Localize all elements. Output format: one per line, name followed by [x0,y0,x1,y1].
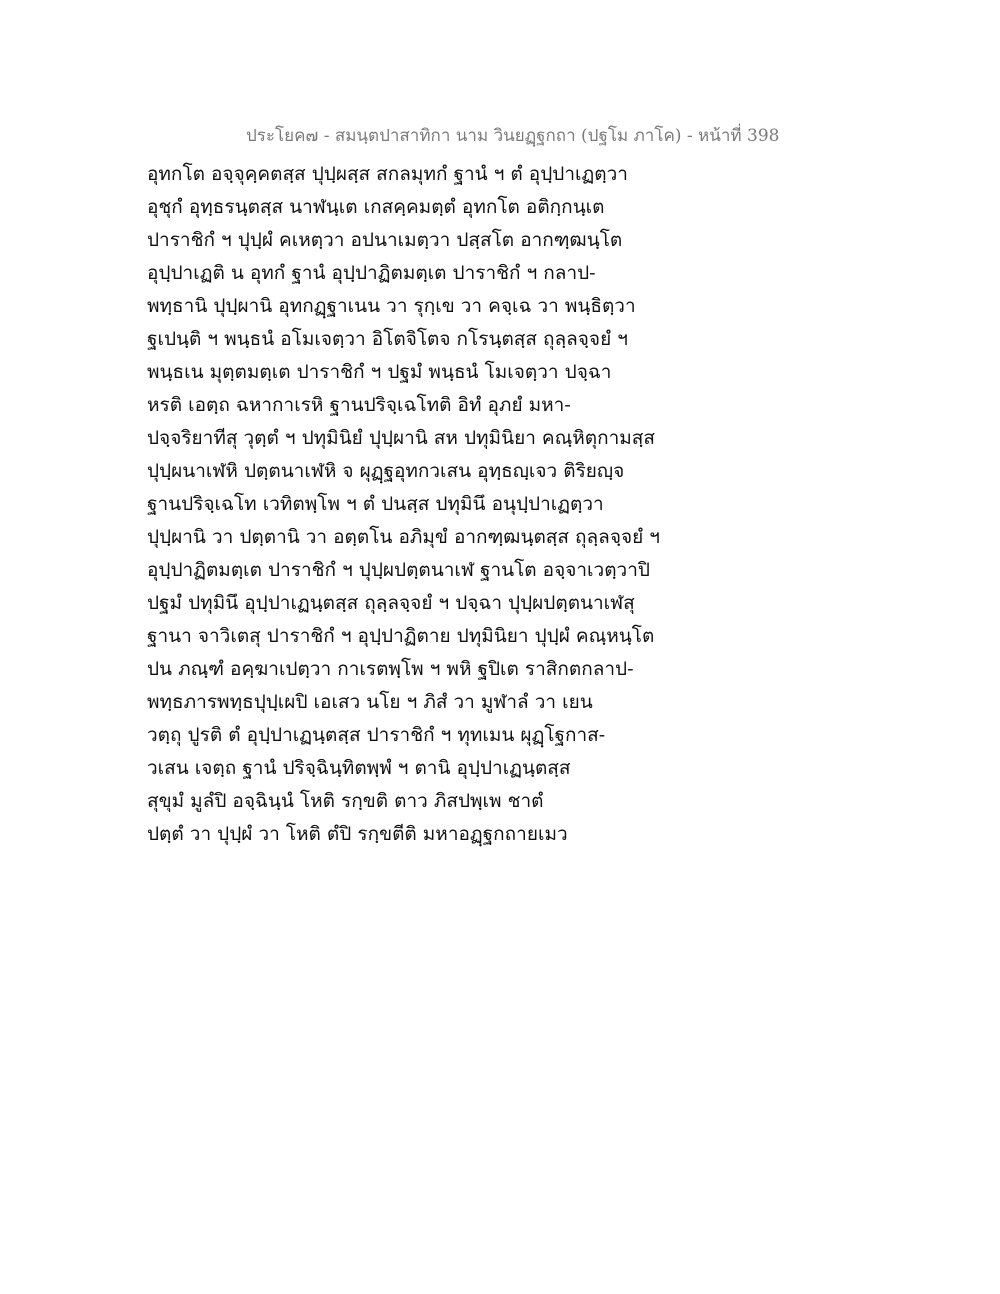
text-line: ปุปฺผานิ วา ปตฺตานิ วา อตฺตโน อภิมุขํ อากฑฺฒนฺตสฺส ถุลฺลจฺจยํ ฯ [147,526,660,548]
text-line: อุปฺปาฏิตมตฺเต ปาราชิกํ ฯ ปุปฺผปตฺตนาเฬ ฐานโต อจฺจาเวตฺวาปิ [147,559,650,581]
text-line: ปาราชิกํ ฯ ปุปฺผํ คเหตฺวา อปนาเมตฺวา ปสฺสโต อากฑฺฒนฺโต [147,229,623,251]
text-line: ปจฺจริยาทีสุ วุตฺตํ ฯ ปทุมินิยํ ปุปฺผานิ สห ปทุมินิยา คณฺหิตุกามสฺส [147,427,655,449]
text-line: ปน ภณฺฑํ อคฺฆาเปตฺวา กาเรตพฺโพ ฯ พหิ ฐปิเต ราสิกตกลาป- [147,658,634,680]
text-line: ปฐมํ ปทุมินึ อุปฺปาเฏนฺตสฺส ถุลฺลจฺจยํ ฯ ปจฺฉา ปุปฺผปตฺตนาเฬสุ [147,592,635,614]
text-line: พทฺธภารพทฺธปุปฺเผปิ เอเสว นโย ฯ ภิสํ วา มูฬาลํ วา เยน [147,691,593,713]
page-header: ประโยค๗ - สมนฺตปาสาทิกา นาม วินยฏฺฐกถา (ปฐโม ภาโค) - หน้าที่ 398 [246,126,780,146]
text-line: อุทกโต อจฺจุคฺคตสฺส ปุปฺผสฺส สกลมุทกํ ฐานํ ฯ ตํ อุปฺปาเฏตฺวา [147,163,628,185]
text-line: ปตฺตํ วา ปุปฺผํ วา โหติ ตํปิ รกฺขตีติ มหาอฏฺฐกถายเมว [147,823,568,845]
text-line: วเสน เจตฺถ ฐานํ ปริจฺฉินฺทิตพฺพํ ฯ ตานิ อุปฺปาเฏนฺตสฺส [147,757,571,779]
text-line: อุปฺปาเฏติ น อุทกํ ฐานํ อุปฺปาฏิตมตฺเต ปาราชิกํ ฯ กลาป- [147,262,596,284]
text-line: พนฺธเน มุตฺตมตฺเต ปาราชิกํ ฯ ปฐมํ พนฺธนํ โมเจตฺวา ปจฺฉา [147,361,612,383]
text-line: อุชุกํ อุทฺธรนฺตสฺส นาฬนฺเต เกสคฺคมตฺตํ อุทกโต อติกฺกนฺเต [147,196,605,218]
text-line: ฐานปริจฺเฉโท เวทิตพฺโพ ฯ ตํ ปนสฺส ปทุมินึ อนุปฺปาเฏตฺวา [147,493,604,515]
body-text [147,158,747,851]
text-line: ฐานา จาวิเตสุ ปาราชิกํ ฯ อุปฺปาฏิตาย ปทุมินิยา ปุปฺผํ คณฺหนฺโต [147,625,655,647]
text-line: สุขุมํ มูลํปิ อจฺฉินฺนํ โหติ รกฺขติ ตาว ภิสปพฺเพ ชาตํ [147,790,544,812]
text-line: พทฺธานิ ปุปฺผานิ อุทกฏฺฐาเนน วา รุกฺเข วา คจฺเฉ วา พนฺธิตฺวา [147,295,636,317]
text-line: ปุปฺผนาเฬหิ ปตฺตนาเฬหิ จ ผุฏฺฐอุทกวเสน อุทฺธญฺเจว ติริยญฺจ [147,460,625,482]
text-line: ฐเปนฺติ ฯ พนฺธนํ อโมเจตฺวา อิโตจิโตจ กโรนฺตสฺส ถุลฺลจฺจยํ ฯ [147,328,628,350]
text-line: วตฺถุ ปูรติ ตํ อุปฺปาเฏนฺตสฺส ปาราชิกํ ฯ ทุทเมน ผุฏฺโฐกาส- [147,724,606,746]
text-line: หรติ เอตฺถ ฉหากาเรหิ ฐานปริจฺเฉโทติ อิทํ อุภยํ มหา- [147,394,571,416]
